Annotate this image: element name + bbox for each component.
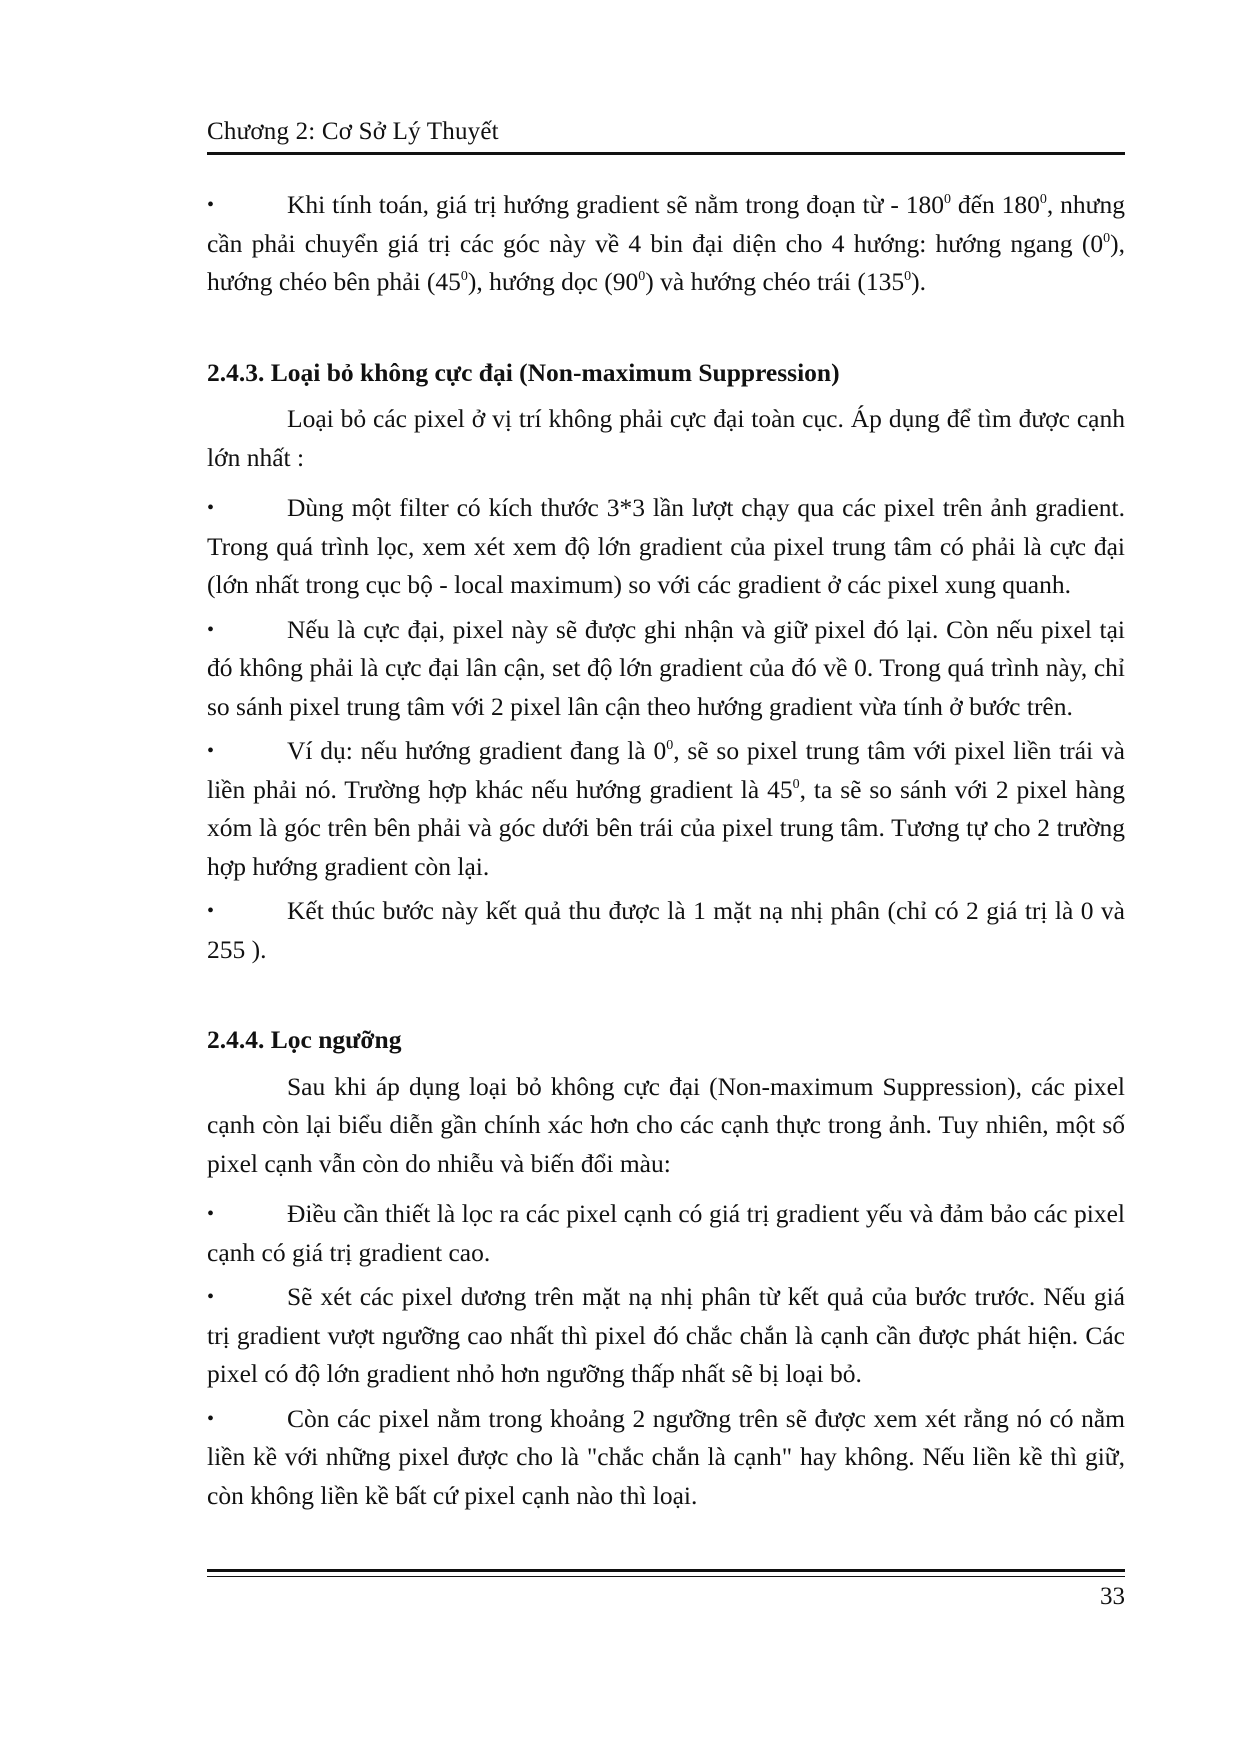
intro-text-3: , nhưng cần phải chuyển giá trị các góc này về 4 bin đại diện cho 4 hướng: hướng ngang (0: [207, 190, 1125, 258]
list-item-text: Sẽ xét các pixel dương trên mặt nạ nhị phân từ kết quả của bước trước. Nếu giá trị gradient vượt ngưỡng cao nhất thì pixel đó chắc chắn là cạnh cần được phát hiện. Các pixel có độ lớn gradient nhỏ hơn ngưỡng thấp nhất sẽ bị loại bỏ.: [207, 1282, 1125, 1388]
degree-superscript: 0: [460, 269, 468, 284]
degree-superscript: 0: [638, 269, 646, 284]
intro-text-2: đến 180: [951, 190, 1040, 219]
list-item: [207, 1195, 1125, 1272]
intro-bullet-paragraph: [207, 186, 1125, 302]
section-2-4-4-intro: Sau khi áp dụng loại bỏ không cực đại (Non-maximum Suppression), các pixel cạnh còn lại biểu diễn gần chính xác hơn cho các cạnh thực trong ảnh. Tuy nhiên, một số pixel cạnh vẫn còn do nhiễu và biến đổi màu:: [207, 1071, 1125, 1178]
list-item: [207, 1400, 1125, 1516]
bullet-icon: •: [207, 1286, 215, 1308]
bullet-icon: •: [207, 740, 215, 762]
intro-text-7: ).: [911, 267, 926, 296]
bullet-icon: •: [207, 618, 215, 641]
list-item-text: Nếu là cực đại, pixel này sẽ được ghi nhận và giữ pixel đó lại. Còn nếu pixel tại đó không phải là cực đại lân cận, set độ lớn gradient của đó về 0. Trong quá trình này, chỉ so sánh pixel trung tâm với 2 pixel lân cận theo hướng gradient vừa tính ở bước trên.: [207, 614, 1125, 721]
bullet-icon: •: [207, 194, 215, 216]
page-content: [207, 186, 1125, 1515]
bullet-icon: •: [207, 1203, 215, 1225]
list-item: [207, 611, 1125, 727]
bullet-icon: •: [207, 1407, 215, 1430]
list-item: [207, 892, 1125, 969]
section-2-4-3-intro: Loại bỏ các pixel ở vị trí không phải cực đại toàn cục. Áp dụng để tìm được cạnh lớn nhất :: [207, 404, 1125, 472]
list-item-text: Kết thúc bước này kết quả thu được là 1 mặt nạ nhị phân (chỉ có 2 giá trị là 0 và 255 ).: [207, 896, 1125, 964]
intro-text-1: Khi tính toán, giá trị hướng gradient sẽ nằm trong đoạn từ - 180: [287, 190, 945, 219]
example-text-2: , sẽ so pixel trung tâm với pixel liền trái và liền phải nó. Trường hợp khác nếu hướng gradient là 45: [207, 736, 1125, 804]
degree-superscript: 0: [666, 738, 674, 753]
degree-superscript: 0: [904, 269, 912, 284]
intro-text-6: ) và hướng chéo trái (135: [645, 267, 905, 296]
header-rule: [207, 152, 1125, 155]
degree-superscript: 0: [1103, 230, 1111, 246]
bullet-icon: •: [207, 900, 215, 922]
footer-rule-thin: [207, 1576, 1125, 1577]
bullet-icon: •: [207, 497, 215, 519]
degree-superscript: 0: [944, 192, 952, 207]
degree-superscript: 0: [1039, 192, 1047, 207]
list-item-text: Dùng một filter có kích thước 3*3 lần lượt chạy qua các pixel trên ảnh gradient. Trong quá trình lọc, xem xét xem độ lớn gradient của pixel trung tâm có phải là cực đại (lớn nhất trong cục bộ - local maximum) so với các gradient ở các pixel xung quanh.: [207, 493, 1125, 599]
section-heading-2-4-4: 2.4.4. Lọc ngưỡng: [207, 1025, 402, 1054]
degree-superscript: 0: [792, 776, 800, 792]
list-item: [207, 1278, 1125, 1394]
intro-text-4: ), hướng chéo bên phải (45: [207, 228, 1125, 296]
running-header: Chương 2: Cơ Sở Lý Thuyết: [207, 118, 499, 145]
list-item-text: Điều cần thiết là lọc ra các pixel cạnh có giá trị gradient yếu và đảm bảo các pixel cạnh có giá trị gradient cao.: [207, 1199, 1125, 1267]
page-number: 33: [1100, 1583, 1125, 1610]
list-item: [207, 732, 1125, 886]
list-item-text: Còn các pixel nằm trong khoảng 2 ngưỡng trên sẽ được xem xét rằng nó có nằm liền kề với những pixel được cho là "chắc chắn là cạnh" hay không. Nếu liền kề thì giữ, còn không liền kề bất cứ pixel cạnh nào thì loại.: [207, 1403, 1125, 1510]
list-item: [207, 489, 1125, 605]
example-text-3: , ta sẽ so sánh với 2 pixel hàng xóm là góc trên bên phải và góc dưới bên trái của pixel trung tâm. Tương tự cho 2 trường hợp hướng gradient còn lại.: [207, 774, 1125, 881]
example-text-1: Ví dụ: nếu hướng gradient đang là 0: [287, 736, 667, 765]
section-heading-2-4-3: 2.4.3. Loại bỏ không cực đại (Non-maximum Suppression): [207, 357, 840, 387]
footer-rule: [207, 1569, 1125, 1572]
intro-text-5: ), hướng dọc (90: [467, 267, 639, 296]
